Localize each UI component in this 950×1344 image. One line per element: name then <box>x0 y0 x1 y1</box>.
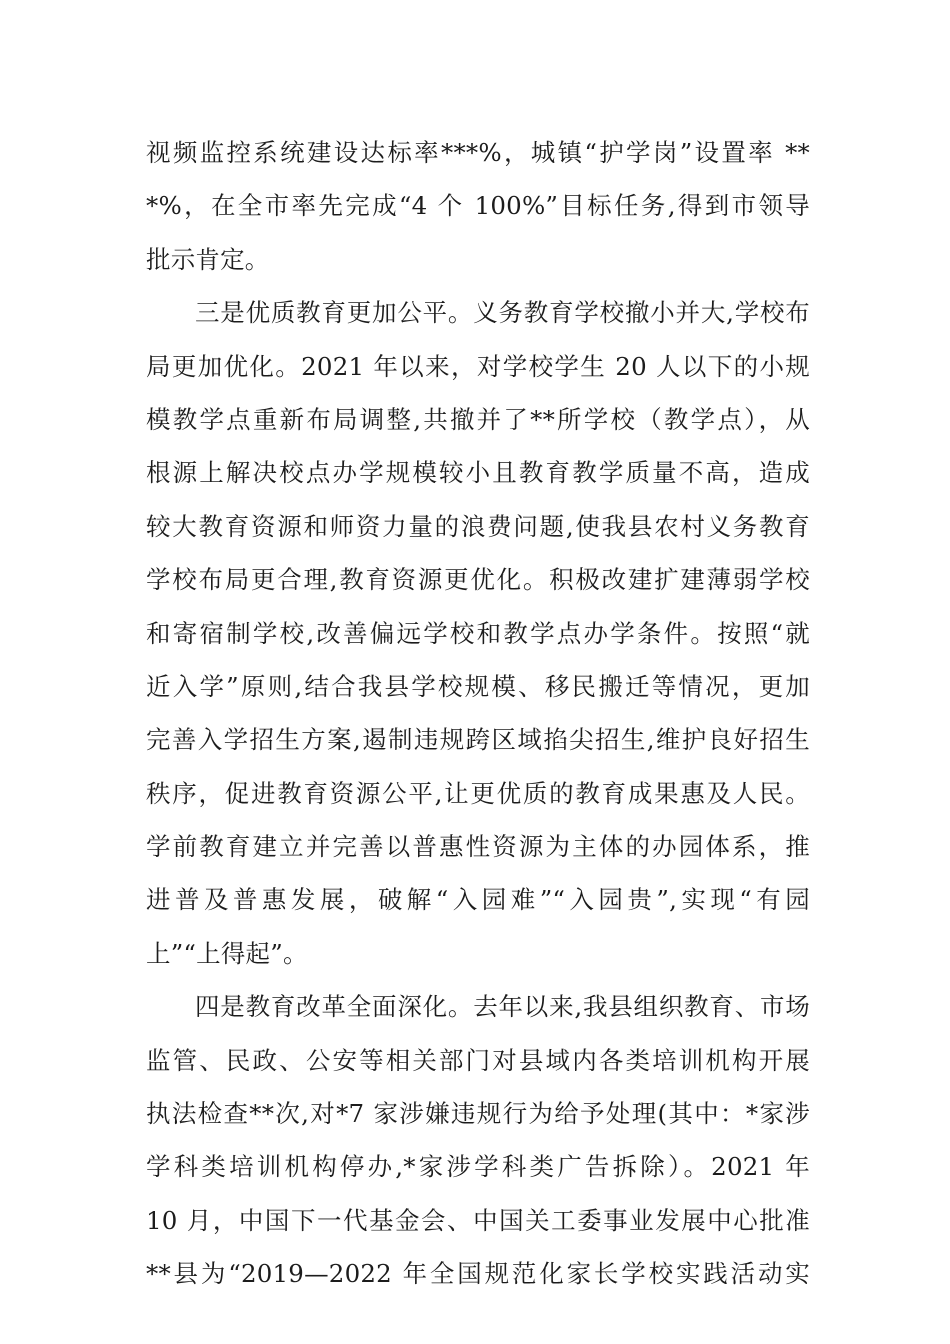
text-line: 学前教育建立并完善以普惠性资源为主体的办园体系，推 <box>146 832 810 862</box>
text-line: 学科类培训机构停办,*家涉学科类广告拆除）。2021 年 <box>146 1152 810 1182</box>
text-line: 10 月，中国下一代基金会、中国关工委事业发展中心批准 <box>146 1205 810 1235</box>
text-line: 批示肯定。 <box>146 244 270 274</box>
paragraph-start-line: 四是教育改革全面深化。去年以来,我县组织教育、市场 <box>195 992 810 1022</box>
body-text <box>146 126 810 1301</box>
text-line: 进普及普惠发展，破解“入园难”“入园贵”,实现“有园 <box>146 885 810 915</box>
text-line: 和寄宿制学校,改善偏远学校和教学点办学条件。按照“就 <box>146 618 810 648</box>
text-line: 视频监控系统建设达标率***%，城镇“护学岗”设置率 ** <box>146 138 810 167</box>
text-line: 局更加优化。2021 年以来，对学校学生 20 人以下的小规 <box>146 351 810 381</box>
text-line: 近入学”原则,结合我县学校规模、移民搬迁等情况，更加 <box>146 671 810 701</box>
text-line: 学校布局更合理,教育资源更优化。积极改建扩建薄弱学校 <box>146 565 810 595</box>
text-line: 上”“上得起”。 <box>146 938 308 968</box>
text-line: 监管、民政、公安等相关部门对县域内各类培训机构开展 <box>146 1045 810 1075</box>
text-line: 较大教育资源和师资力量的浪费问题,使我县农村义务教育 <box>146 511 810 541</box>
text-line: **县为“2019—2022 年全国规范化家长学校实践活动实 <box>146 1259 810 1289</box>
text-line: 根源上解决校点办学规模较小且教育教学质量不高，造成 <box>146 458 810 488</box>
text-line: 模教学点重新布局调整,共撤并了**所学校（教学点），从 <box>146 404 810 434</box>
text-line: 执法检查**次,对*7 家涉嫌违规行为给予处理(其中：*家涉 <box>146 1099 810 1129</box>
paragraph-start-line: 三是优质教育更加公平。义务教育学校撤小并大,学校布 <box>195 298 810 328</box>
text-line: 秩序，促进教育资源公平,让更优质的教育成果惠及人民。 <box>146 778 810 808</box>
text-line: *%，在全市率先完成“4 个 100%”目标任务,得到市领导 <box>146 191 810 221</box>
text-line: 完善入学招生方案,遏制违规跨区域掐尖招生,维护良好招生 <box>146 725 810 755</box>
